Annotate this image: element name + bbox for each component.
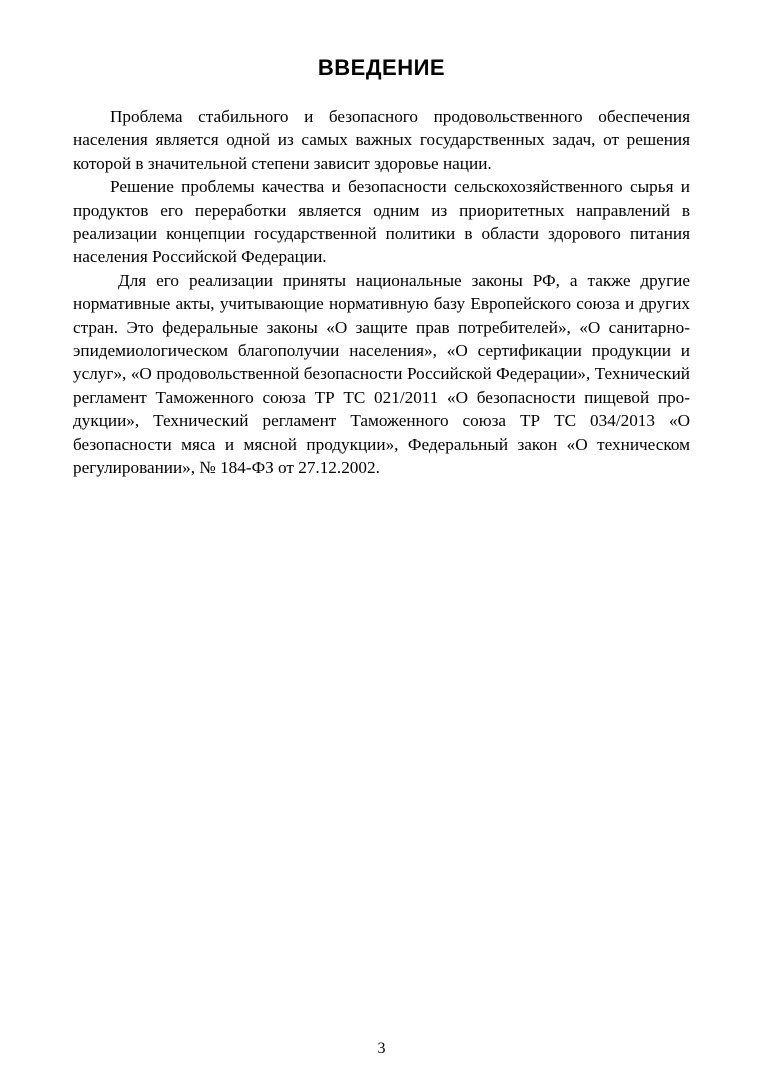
paragraph-3: Для его реализации приняты национальные законы РФ, а также другие нормативные акты, учитывающие нормативную базу Европейского союза и других стран. Это федеральные законы «О защите прав потребителей», «О санитарно-эпидемиологическом благополучии населения», «О сертификации продукции и услуг», «О продовольственной безопасности Российской Федерации», Технический регламент Таможенного союза ТР ТС 021/2011 «О безопасности пищевой продукции», Технический регламент Таможенного союза ТР ТС 034/2013 «О безопасности мяса и мясной продукции», Федеральный закон «О техническом регулировании», № 184-ФЗ от 27.12.2002. [73,270,690,478]
page-number: 3 [377,1040,386,1057]
body-text [73,105,690,480]
paragraph-1: Проблема стабильного и безопасного продовольственного обеспечения населения является одной из самых важных государственных задач, от решения которой в значительной степени зависит здоровье нации. [73,107,690,173]
page-title: ВВЕДЕНИЕ [317,55,446,80]
paragraph-2: Решение проблемы качества и безопасности сельскохозяйственного сырья и продуктов его переработки является одним из приоритетных направлений в реализации концепции государственной политики в области здорового питания населения Российской Федерации. [73,177,690,267]
